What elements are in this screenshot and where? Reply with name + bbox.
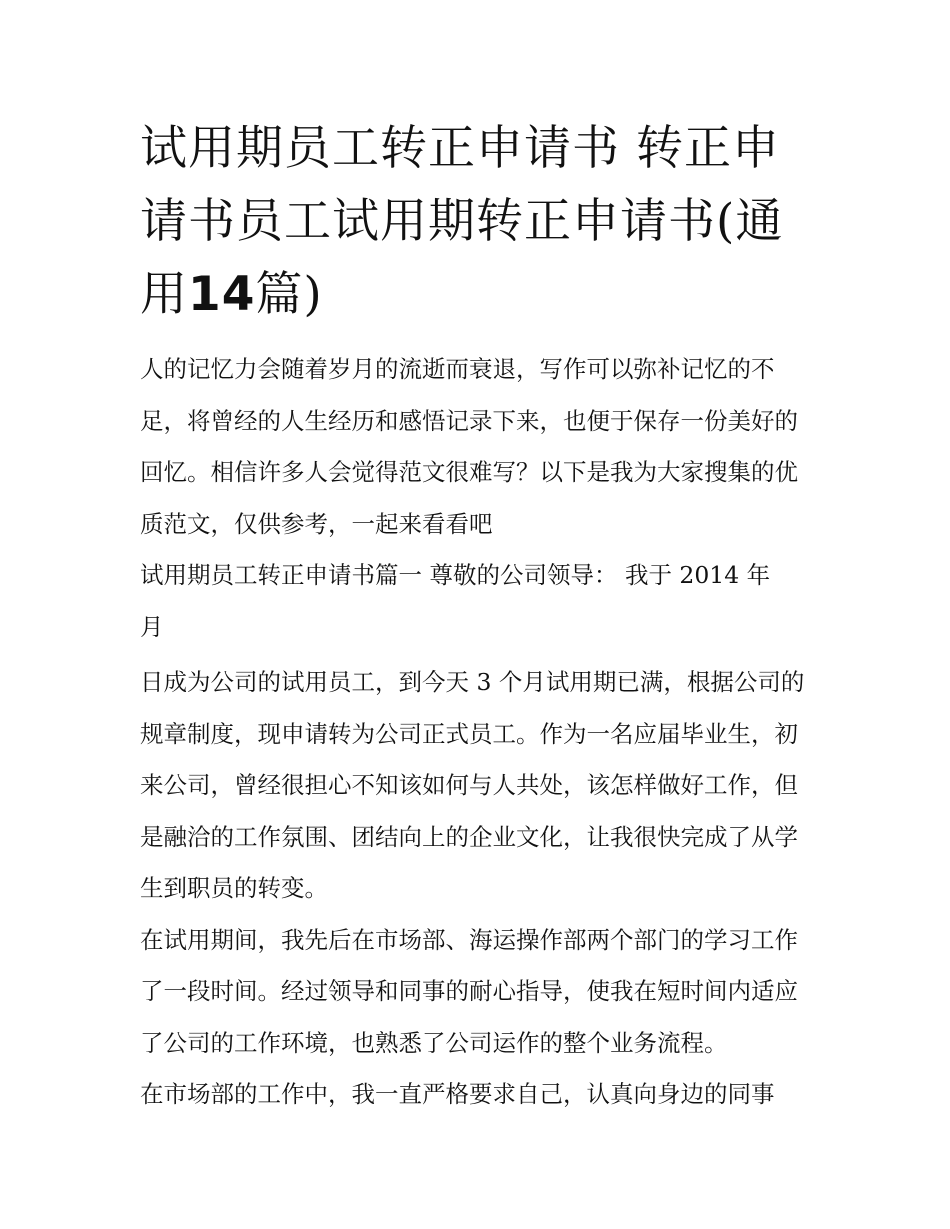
title-number: 14 [188,267,256,322]
body-paragraph-2: 在试用期间，我先后在市场部、海运操作部两个部门的学习工作了一段时间。经过领导和同事的耐心指导，使我在短时间内适应了公司的工作环境，也熟悉了公司运作的整个业务流程。 [140,925,798,1057]
title-text-part2: 篇) [255,267,323,322]
document-page [140,112,820,1121]
month-line: 月 [140,612,164,641]
title-text-part1: 试用期员工转正申请书 转正申请书员工试用期转正申请书(通用 [140,121,784,322]
body-paragraph-3: 在市场部的工作中，我一直严格要求自己，认真向身边的同事 [140,1080,775,1108]
body-paragraph-1: 日成为公司的试用员工，到今天 3 个月试用期已满，根据公司的规章制度，现申请转为公司正式员工。作为一名应届毕业生，初来公司，曾经很担心不知该如何与人共处，该怎样做好工作，但是融洽的工作氛围、团结向上的企业文化，让我很快完成了从学生到职员的转变。 [140,668,805,902]
intro-paragraph: 人的记忆力会随着岁月的流逝而衰退，写作可以弥补记忆的不足，将曾经的人生经历和感悟记录下来，也便于保存一份美好的回忆。相信许多人会觉得范文很难写？以下是我为大家搜集的优质范文，仅供参考，一起来看看吧 [140,355,798,538]
greeting-paragraph: 试用期员工转正申请书篇一 尊敬的公司领导： 我于 2014 年 [140,561,771,589]
document-title [140,112,820,331]
